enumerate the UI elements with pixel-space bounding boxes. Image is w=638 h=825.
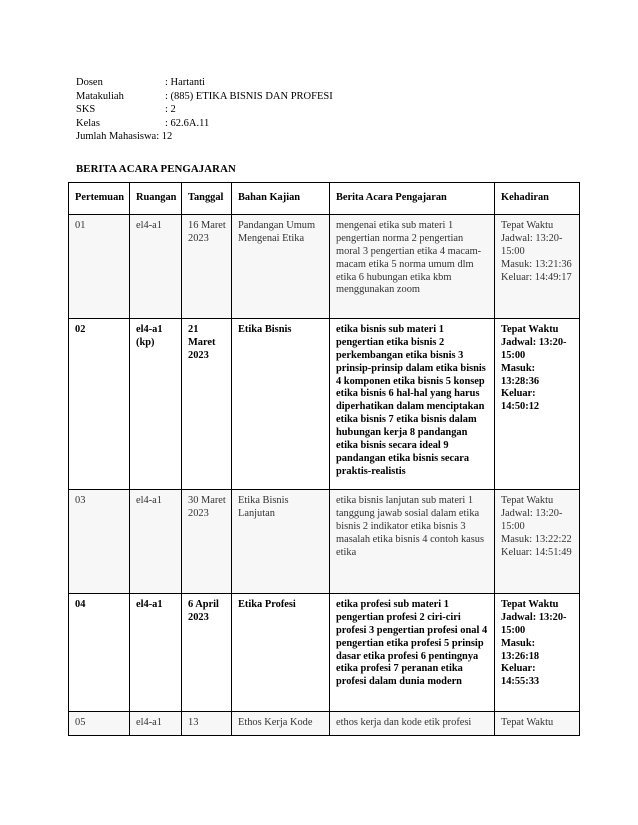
- kehadiran-jadwal: Jadwal: 13:20-15:00: [501, 611, 567, 636]
- pertemuan-cell: 02: [69, 318, 130, 489]
- kelas-label: Kelas: [76, 117, 100, 129]
- bahan-cell: Pandangan Umum Mengenai Etika: [232, 214, 330, 318]
- header-tanggal: Tanggal: [182, 183, 232, 215]
- dosen-row: [76, 76, 333, 90]
- sks-label: SKS: [76, 104, 96, 116]
- table-row: [69, 593, 580, 711]
- ruangan-cell: el4-a1: [130, 489, 182, 593]
- kehadiran-jadwal: Jadwal: 13:20-15:00: [501, 232, 563, 257]
- kehadiran-cell: [495, 214, 580, 318]
- kelas-row: [76, 117, 333, 131]
- tanggal-cell: 30 Maret 2023: [182, 489, 232, 593]
- table-row: [69, 214, 580, 318]
- sks-value: : 2: [165, 104, 176, 116]
- matakuliah-label: Matakuliah: [76, 90, 124, 102]
- kehadiran-jadwal: Jadwal: 13:20-15:00: [501, 336, 567, 361]
- tanggal-cell: 13: [182, 711, 232, 735]
- kehadiran-masuk: Masuk: 13:21:36: [501, 258, 572, 270]
- kelas-value: : 62.6A.11: [165, 117, 210, 129]
- kehadiran-jadwal: Jadwal: 13:20-15:00: [501, 507, 563, 532]
- jumlah-value: : 12: [156, 131, 173, 143]
- tanggal-cell: 6 April 2023: [182, 593, 232, 711]
- matakuliah-value: : (885) ETIKA BISNIS DAN PROFESI: [165, 90, 333, 102]
- kehadiran-masuk: Masuk: 13:28:36: [501, 362, 540, 387]
- kehadiran-cell: [495, 711, 580, 735]
- kehadiran-cell: [495, 593, 580, 711]
- table-row: [69, 711, 580, 735]
- jumlah-label: Jumlah Mahasiswa: [76, 131, 157, 143]
- bahan-cell: Etika Bisnis: [232, 318, 330, 489]
- bahan-cell: Etika Bisnis Lanjutan: [232, 489, 330, 593]
- pertemuan-cell: 03: [69, 489, 130, 593]
- kehadiran-masuk: Masuk: 13:22:22: [501, 533, 572, 545]
- table-row: [69, 489, 580, 593]
- berita-cell: etika profesi sub materi 1 pengertian profesi 2 ciri-ciri profesi 3 pengertian profesi onal 4 pengertian etika profesi 5 prinsip dasar etika profesi 6 pentingnya etika profesi 7 peranan etika profesi dalam dunia modern: [330, 593, 495, 711]
- sks-row: [76, 103, 333, 117]
- kehadiran-keluar: Keluar: 14:55:33: [501, 663, 540, 688]
- section-title: BERITA ACARA PENGAJARAN: [76, 163, 236, 175]
- dosen-value: : Hartanti: [165, 77, 205, 88]
- tanggal-cell: 21 Maret 2023: [182, 318, 232, 489]
- kehadiran-status: Tepat Waktu: [501, 716, 554, 728]
- pertemuan-cell: 04: [69, 593, 130, 711]
- header-berita-acara: Berita Acara Pengajaran: [330, 183, 495, 215]
- jumlah-row: [76, 130, 333, 144]
- berita-cell: etika bisnis lanjutan sub materi 1 tanggung jawab sosial dalam etika bisnis 2 indikator etika bisnis 3 masalah etika bisnis 4 contoh kasus etika: [330, 489, 495, 593]
- kehadiran-keluar: Keluar: 14:51:49: [501, 546, 572, 558]
- header-pertemuan: Pertemuan: [69, 183, 130, 215]
- pertemuan-cell: 01: [69, 214, 130, 318]
- kehadiran-status: Tepat Waktu: [501, 219, 554, 231]
- kehadiran-keluar: Keluar: 14:49:17: [501, 271, 572, 283]
- matakuliah-row: [76, 90, 333, 104]
- dosen-label: Dosen: [76, 77, 103, 88]
- bahan-cell: Ethos Kerja Kode: [232, 711, 330, 735]
- table-row: [69, 318, 580, 489]
- course-info: [76, 76, 333, 144]
- table-header-row: [69, 183, 580, 215]
- header-ruangan: Ruangan: [130, 183, 182, 215]
- ruangan-cell: el4-a1: [130, 593, 182, 711]
- berita-cell: etika bisnis sub materi 1 pengertian etika bisnis 2 perkembangan etika bisnis 3 prinsip-prinsip dalam etika bisnis 4 komponen etika bisnis 5 konsep etika bisnis 6 hal-hal yang harus diperhatikan dalam menciptakan etika bisnis 7 etika bisnis dalam hubungan kerja 8 pandangan etika bisnis secara ideal 9 pandangan etika bisnis secara praktis-realistis: [330, 318, 495, 489]
- ruangan-cell: el4-a1: [130, 214, 182, 318]
- kehadiran-cell: [495, 318, 580, 489]
- berita-acara-table: [68, 182, 580, 736]
- berita-cell: mengenai etika sub materi 1 pengertian norma 2 pengertian moral 3 pengertian etika 4 macam-macam etika 5 norma umum dlm etika 6 hubungan etika kbm menggunakan zoom: [330, 214, 495, 318]
- kehadiran-cell: [495, 489, 580, 593]
- ruangan-cell: el4-a1 (kp): [130, 318, 182, 489]
- pertemuan-cell: 05: [69, 711, 130, 735]
- tanggal-cell: 16 Maret 2023: [182, 214, 232, 318]
- kehadiran-status: Tepat Waktu: [501, 598, 559, 610]
- kehadiran-masuk: Masuk: 13:26:18: [501, 637, 540, 662]
- header-bahan-kajian: Bahan Kajian: [232, 183, 330, 215]
- kehadiran-status: Tepat Waktu: [501, 494, 554, 506]
- kehadiran-keluar: Keluar: 14:50:12: [501, 388, 540, 413]
- ruangan-cell: el4-a1: [130, 711, 182, 735]
- kehadiran-status: Tepat Waktu: [501, 323, 559, 335]
- bahan-cell: Etika Profesi: [232, 593, 330, 711]
- header-kehadiran: Kehadiran: [495, 183, 580, 215]
- berita-cell: ethos kerja dan kode etik profesi: [330, 711, 495, 735]
